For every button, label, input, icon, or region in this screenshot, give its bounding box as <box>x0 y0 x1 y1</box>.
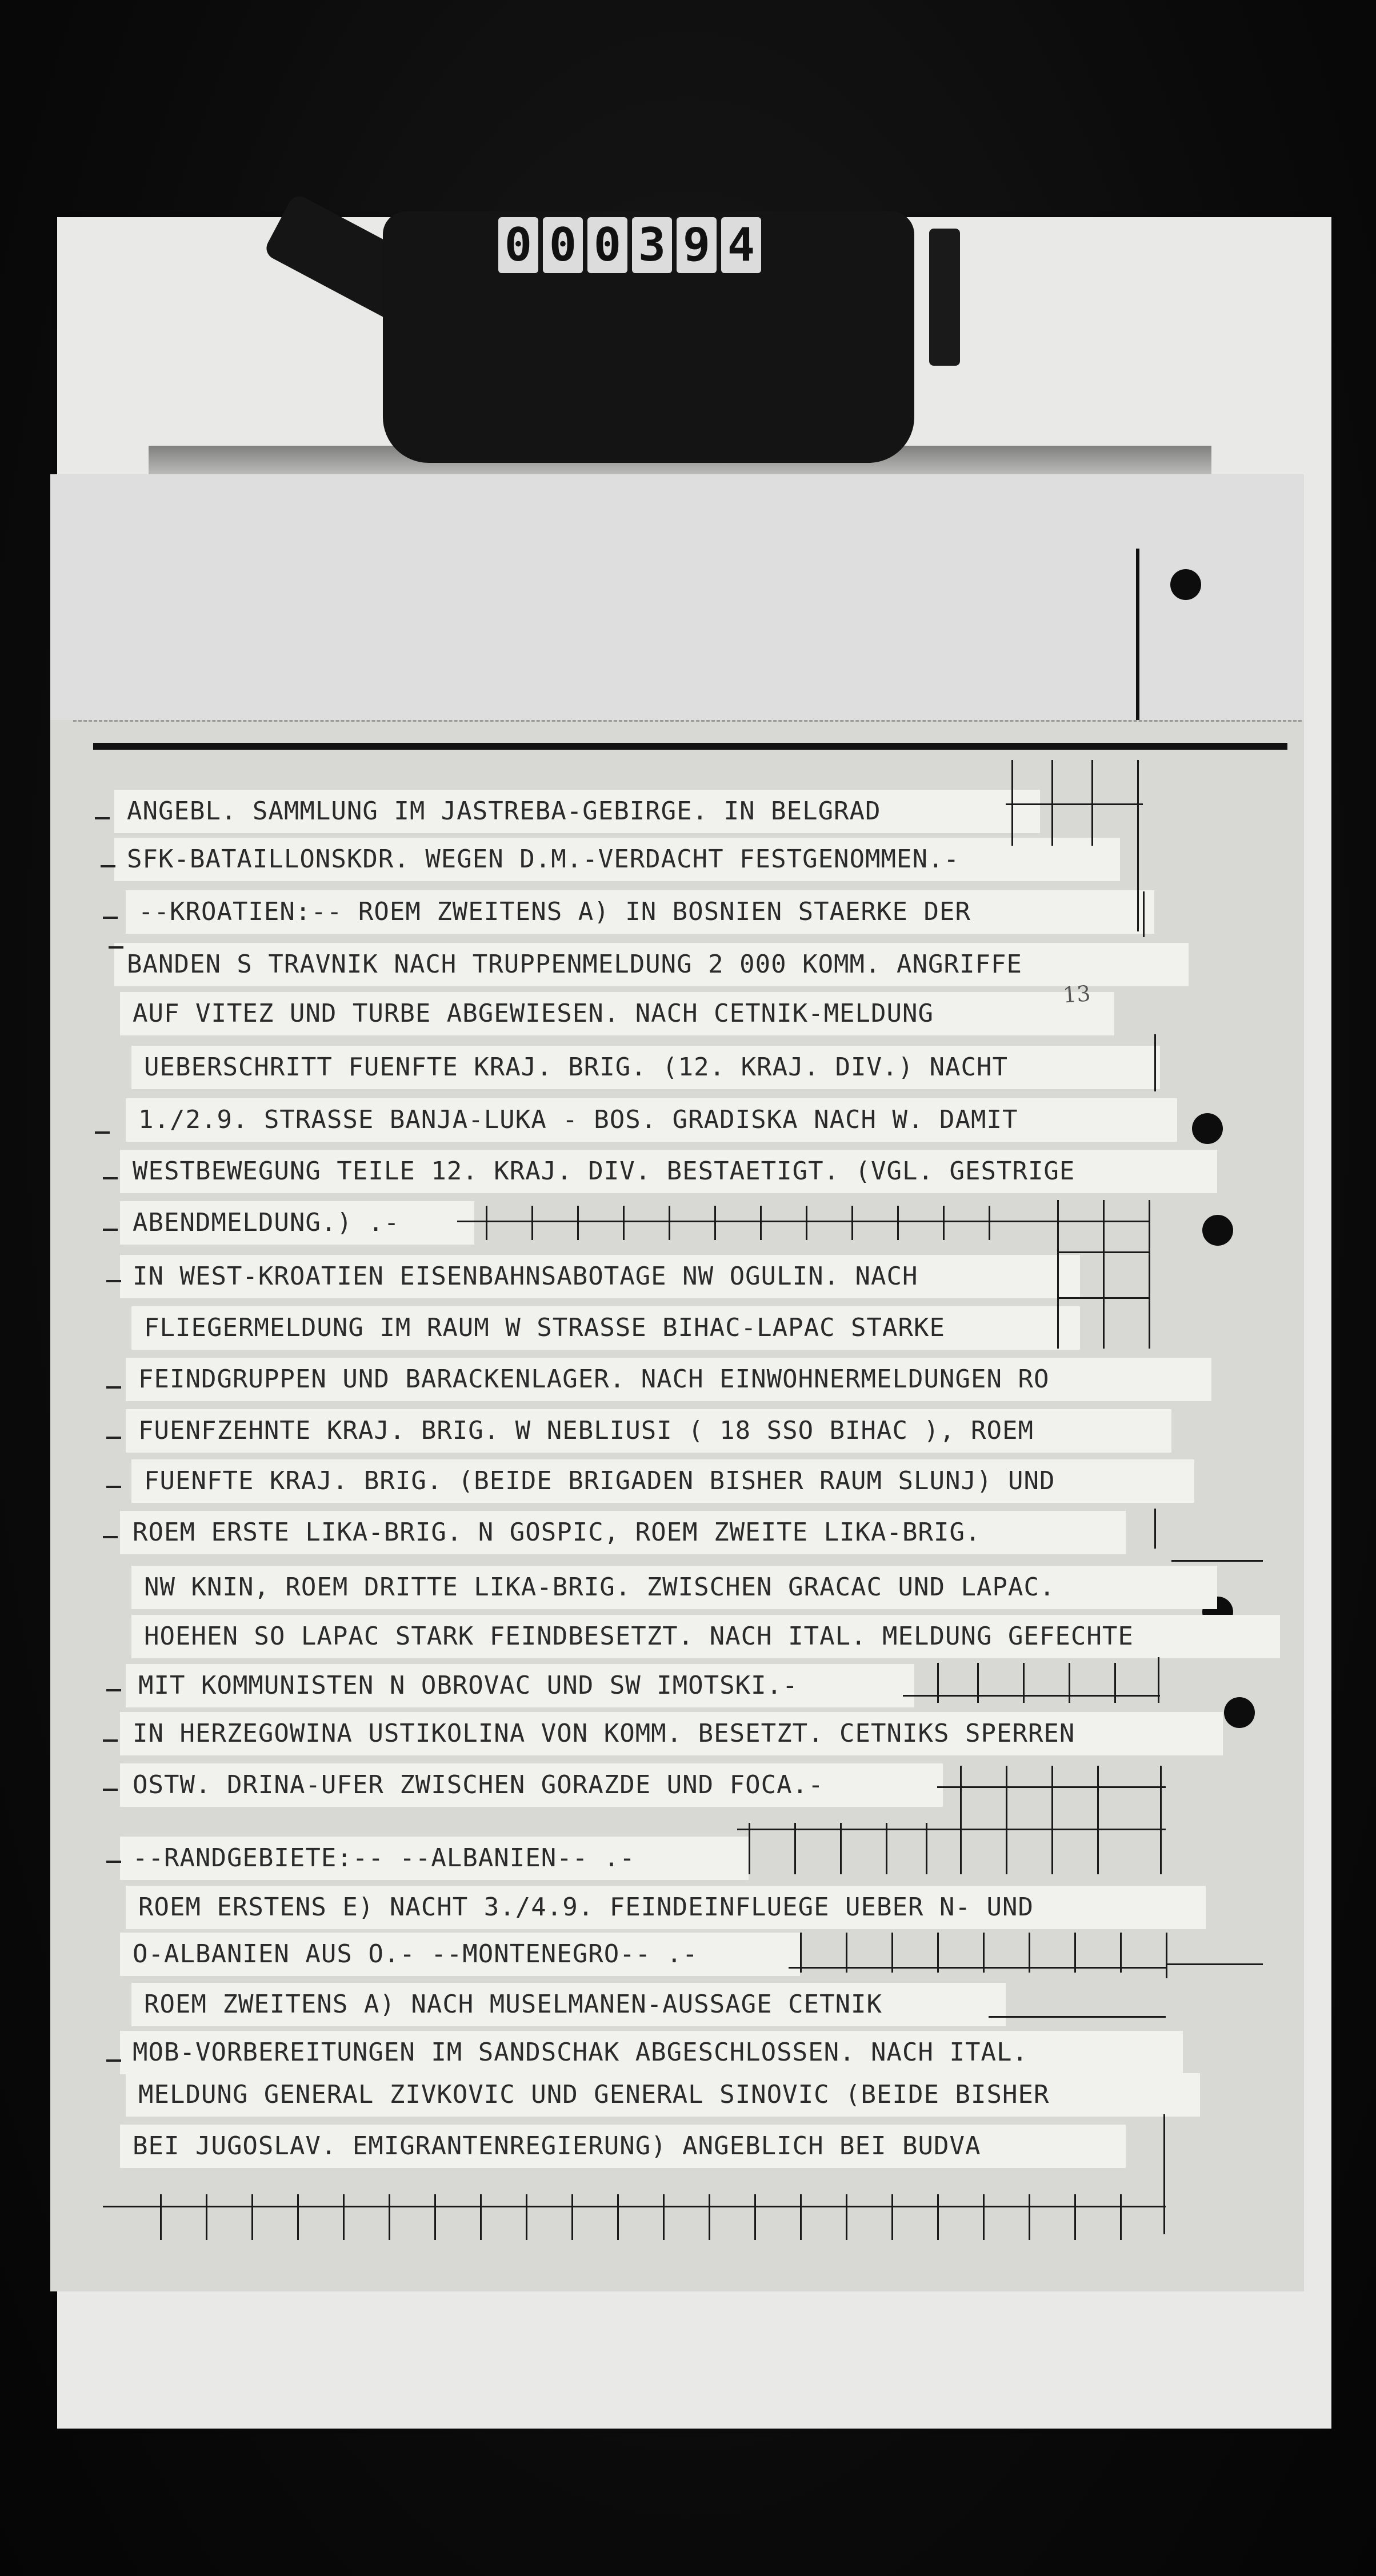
ruler-tick <box>989 1206 990 1240</box>
margin-mark <box>101 865 115 867</box>
ruler-tick <box>806 1206 807 1240</box>
text-line: FUENFZEHNTE KRAJ. BRIG. W NEBLIUSI ( 18 SSO BIHAC ), ROEM <box>126 1409 1171 1453</box>
punch-hole <box>1202 1215 1233 1246</box>
counter-digit: 9 <box>677 217 717 273</box>
text-line: ROEM ERSTE LIKA-BRIG. N GOSPIC, ROEM ZWEITE LIKA-BRIG. <box>120 1511 1126 1554</box>
text-line: O-ALBANIEN AUS O.- --MONTENEGRO-- .- <box>120 1933 800 1976</box>
ruler-tick <box>617 2194 619 2240</box>
ruler-tick <box>943 1206 945 1240</box>
margin-mark <box>106 1861 121 1863</box>
margin-mark <box>106 2059 121 2062</box>
text-line: MOB-VORBEREITUNGEN IM SANDSCHAK ABGESCHLOSSEN. NACH ITAL. <box>120 2031 1183 2074</box>
ruler-line <box>737 1829 1166 1830</box>
ruler-tick <box>897 1206 899 1240</box>
text-line: --KROATIEN:-- ROEM ZWEITENS A) IN BOSNIEN STAERKE DER <box>126 890 1154 934</box>
ruler-tick <box>480 2194 482 2240</box>
text-line: AUF VITEZ UND TURBE ABGEWIESEN. NACH CETNIK-MELDUNG <box>120 992 1114 1035</box>
margin-mark <box>106 1386 121 1389</box>
margin-mark <box>106 1280 121 1282</box>
ruler-tick <box>794 1823 796 1874</box>
counter-digit: 0 <box>498 217 538 273</box>
ruler-tick <box>1097 1766 1099 1874</box>
text-line: ROEM ERSTENS E) NACHT 3./4.9. FEINDEINFLUEGE UEBER N- UND <box>126 1886 1206 1929</box>
ruler-tick <box>486 1206 487 1240</box>
margin-mark <box>106 1689 121 1691</box>
text-line: WESTBEWEGUNG TEILE 12. KRAJ. DIV. BESTAETIGT. (VGL. GESTRIGE <box>120 1150 1217 1193</box>
ruler-tick <box>851 1206 853 1240</box>
page-header-area <box>50 474 1304 720</box>
margin-mark <box>95 1131 110 1134</box>
margin-mark <box>103 917 118 919</box>
text-line: HOEHEN SO LAPAC STARK FEINDBESETZT. NACH ITAL. MELDUNG GEFECHTE <box>131 1615 1280 1658</box>
ruler-tick <box>206 2194 207 2240</box>
ruler-tick <box>1114 1663 1116 1703</box>
ruler-line <box>789 1967 1166 1969</box>
perforation-line <box>73 720 1302 722</box>
ruler-tick <box>434 2194 436 2240</box>
ruler-tick <box>571 2194 573 2240</box>
ruler-tick <box>343 2194 345 2240</box>
ruler-tick <box>926 1823 927 1874</box>
margin-note: 13 <box>1062 981 1091 1008</box>
ruler-tick <box>960 1766 962 1874</box>
punch-hole <box>1192 1113 1223 1144</box>
tab-stop-tick <box>1051 760 1053 846</box>
tab-stop-tick <box>1154 1034 1156 1091</box>
ruler-tick <box>977 1663 979 1703</box>
margin-mark <box>103 1536 118 1538</box>
bottom-ruler-line <box>103 2206 1166 2207</box>
ruler-tick <box>937 1933 939 1973</box>
ruler-tick <box>800 2194 802 2240</box>
margin-mark <box>95 817 110 819</box>
ruler-tick <box>1158 1657 1159 1703</box>
ruler-tick <box>937 1663 939 1703</box>
punch-hole <box>1224 1697 1255 1728</box>
text-line: SFK-BATAILLONSKDR. WEGEN D.M.-VERDACHT FESTGENOMMEN.- <box>114 838 1120 881</box>
text-line: ANGEBL. SAMMLUNG IM JASTREBA-GEBIRGE. IN BELGRAD <box>114 790 1040 833</box>
ruler-tick <box>1074 2194 1076 2240</box>
counter-digit: 0 <box>543 217 583 273</box>
margin-line <box>1136 549 1139 720</box>
tab-stop-line <box>1166 1963 1263 1965</box>
text-line: IN HERZEGOWINA USTIKOLINA VON KOMM. BESETZT. CETNIKS SPERREN <box>120 1712 1223 1755</box>
ruler-tick <box>577 1206 579 1240</box>
text-line: FEINDGRUPPEN UND BARACKENLAGER. NACH EINWOHNERMELDUNGEN RO <box>126 1358 1211 1401</box>
margin-mark <box>103 1177 118 1179</box>
text-line: 1./2.9. STRASSE BANJA-LUKA - BOS. GRADISKA NACH W. DAMIT <box>126 1098 1177 1142</box>
tab-stop-tick <box>1143 891 1145 937</box>
margin-mark <box>103 1739 118 1742</box>
text-line: ABENDMELDUNG.) .- <box>120 1201 474 1245</box>
text-line: MIT KOMMUNISTEN N OBROVAC UND SW IMOTSKI.- <box>126 1664 914 1707</box>
ruler-tick <box>297 2194 299 2240</box>
tab-stop-line <box>1171 1560 1263 1562</box>
ruler-tick <box>800 1933 802 1973</box>
tab-stop-tick <box>1011 760 1013 846</box>
ruler-line <box>1057 1297 1150 1299</box>
counter-digit: 3 <box>632 217 672 273</box>
ruler-tick <box>160 2194 162 2240</box>
text-line: MELDUNG GENERAL ZIVKOVIC UND GENERAL SINOVIC (BEIDE BISHER <box>126 2073 1200 2117</box>
ruler-tick <box>1120 2194 1122 2240</box>
ruler-tick <box>251 2194 253 2240</box>
ruler-tick <box>1029 1933 1030 1973</box>
text-line: BEI JUGOSLAV. EMIGRANTENREGIERUNG) ANGEBLICH BEI BUDVA <box>120 2125 1126 2168</box>
ruler-tick <box>1029 2194 1030 2240</box>
ruler-tick <box>1057 1200 1059 1349</box>
ruler-tick <box>983 2194 985 2240</box>
tab-stop-line <box>1006 803 1143 805</box>
ruler-tick <box>1120 1933 1122 1973</box>
ruler-tick <box>760 1206 762 1240</box>
text-line: UEBERSCHRITT FUENFTE KRAJ. BRIG. (12. KRAJ. DIV.) NACHT <box>131 1046 1160 1089</box>
ruler-tick <box>891 1933 893 1973</box>
text-line: BANDEN S TRAVNIK NACH TRUPPENMELDUNG 2 000 KOMM. ANGRIFFE <box>114 943 1189 986</box>
ruler-tick <box>983 1933 985 1973</box>
ruler-tick <box>1051 1766 1053 1874</box>
ruler-tick <box>1149 1200 1150 1349</box>
margin-mark <box>109 946 123 949</box>
page-rule <box>93 743 1287 750</box>
ruler-tick <box>1006 1766 1007 1874</box>
ruler-tick <box>1103 1200 1105 1349</box>
ruler-tick <box>846 2194 847 2240</box>
text-line: IN WEST-KROATIEN EISENBAHNSABOTAGE NW OGULIN. NACH <box>120 1255 1080 1298</box>
ruler-tick <box>891 2194 893 2240</box>
ruler-tick <box>749 1823 750 1874</box>
ruler-tick <box>937 2194 939 2240</box>
ruler-tick <box>389 2194 390 2240</box>
ruler-tick <box>669 1206 670 1240</box>
ruler-tick <box>623 1206 625 1240</box>
tab-stop-tick <box>1091 760 1093 846</box>
margin-mark <box>103 1229 118 1231</box>
text-line: ROEM ZWEITENS A) NACH MUSELMANEN-AUSSAGE CETNIK <box>131 1983 1006 2026</box>
ruler-tick <box>1074 1933 1076 1973</box>
ruler-tick <box>1160 1766 1162 1874</box>
tab-stop-tick <box>1154 1509 1156 1549</box>
ruler-tick <box>531 1206 533 1240</box>
text-line: FLIEGERMELDUNG IM RAUM W STRASSE BIHAC-LAPAC STARKE <box>131 1306 1080 1350</box>
counter-knob <box>929 229 960 366</box>
ruler-tick <box>1166 1933 1167 1978</box>
ruler-line <box>989 2016 1166 2018</box>
text-line: FUENFTE KRAJ. BRIG. (BEIDE BRIGADEN BISHER RAUM SLUNJ) UND <box>131 1459 1194 1503</box>
ruler-tick <box>754 2194 756 2240</box>
ruler-line <box>903 1695 1160 1697</box>
ruler-tick <box>526 2194 527 2240</box>
text-line: --RANDGEBIETE:-- --ALBANIEN-- .- <box>120 1837 749 1880</box>
ruler-tick <box>1163 2114 1165 2234</box>
margin-mark <box>103 1789 118 1791</box>
margin-mark <box>106 1437 121 1439</box>
ruler-tick <box>846 1933 847 1973</box>
tab-stop-tick <box>1137 760 1139 931</box>
counter-digit: 0 <box>587 217 627 273</box>
text-line: OSTW. DRINA-UFER ZWISCHEN GORAZDE UND FOCA.- <box>120 1763 943 1807</box>
ruler-tick <box>714 1206 716 1240</box>
ruler-tick <box>886 1823 887 1874</box>
ruler-tick <box>840 1823 842 1874</box>
ruler-tick <box>709 2194 710 2240</box>
ruler-tick <box>1069 1663 1070 1703</box>
punch-hole <box>1170 569 1201 600</box>
ruler-tick <box>1023 1663 1025 1703</box>
counter-digit: 4 <box>721 217 761 273</box>
text-line: NW KNIN, ROEM DRITTE LIKA-BRIG. ZWISCHEN GRACAC UND LAPAC. <box>131 1566 1217 1609</box>
ruler-tick <box>663 2194 665 2240</box>
frame-counter <box>498 217 761 274</box>
margin-mark <box>106 1486 121 1488</box>
ruler-line <box>457 1221 1149 1222</box>
ruler-line <box>1057 1251 1150 1253</box>
